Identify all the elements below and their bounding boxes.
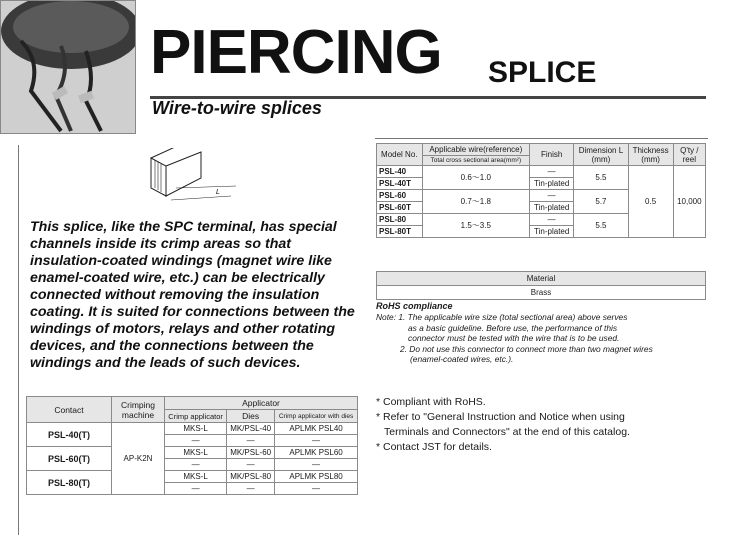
page-title: PIERCING xyxy=(150,18,442,87)
table-row: PSL-80T Tin-plated xyxy=(377,226,706,238)
table-row: PSL-80 1.5〜3.5 — 5.5 xyxy=(377,214,706,226)
material-header: Material xyxy=(377,272,706,286)
table-row: — — — xyxy=(27,483,358,495)
table-row: PSL-60T Tin-plated xyxy=(377,202,706,214)
header-model: Model No. xyxy=(377,144,423,166)
left-divider xyxy=(18,145,19,535)
page-title-suffix: SPLICE xyxy=(488,56,597,89)
header-crimp-applicator: Crimp applicator xyxy=(165,410,227,423)
rohs-notes: Note: 1. The applicable wire size (total sectional area) above serves as a basic guideline. Before use, the performance of this connector must be tested with the wire that is to be used. 2. Do not use this connector to connect more than two magnet wires (enamel-coated wires, etc.). xyxy=(376,312,653,364)
table-row: — — — xyxy=(27,459,358,471)
wire-coil-image xyxy=(1,1,135,133)
header-crimping-machine: Crimping machine xyxy=(112,397,165,423)
table-row: — — — xyxy=(27,435,358,447)
header-wire-sub: Total cross sectional area(mm²) xyxy=(422,156,530,166)
header-dies: Dies xyxy=(227,410,275,423)
material-value: Brass xyxy=(377,286,706,300)
header-applicator: Applicator xyxy=(165,397,358,410)
table-row: PSL-40 0.6〜1.0 — 5.5 0.5 10,000 xyxy=(377,166,706,178)
splice-drawing xyxy=(146,148,246,208)
table-row: PSL-80(T) MKS-L MK/PSL-80 APLMK PSL80 xyxy=(27,471,358,483)
material-table xyxy=(376,271,706,300)
right-top-divider xyxy=(375,138,708,139)
header-qty: Q'ty / reel xyxy=(673,144,705,166)
header-finish: Finish xyxy=(530,144,574,166)
header-thickness: Thickness (mm) xyxy=(628,144,673,166)
dimension-label: L xyxy=(216,189,220,196)
crimping-machine: AP-K2N xyxy=(112,423,165,495)
header-dimension: Dimension L (mm) xyxy=(574,144,628,166)
info-bullets: * Compliant with RoHS. * Refer to "General Instruction and Notice when using Terminals and Connectors" at the end of this catalog. * Contact JST for details. xyxy=(376,396,630,453)
header-with-dies: Crimp applicator with dies xyxy=(275,410,358,423)
table-row: PSL-40(T) AP-K2N MKS-L MK/PSL-40 APLMK PSL40 xyxy=(27,423,358,435)
spec-table xyxy=(376,143,706,238)
table-row: PSL-40T Tin-plated xyxy=(377,178,706,190)
applicator-table xyxy=(26,396,358,495)
table-row: PSL-60 0.7〜1.8 — 5.7 xyxy=(377,190,706,202)
page-subtitle: Wire-to-wire splices xyxy=(152,98,322,118)
product-description: This splice, like the SPC terminal, has special channels inside its crimp areas so that insulation-coated windings (magnet wire like enamel-coated wire, etc.) can be electrically connected without removing the insulation coating. It is suited for connections between the windings of motors, relays and other rotating devices, and the connections between the windings and the leads of such devices. xyxy=(30,219,355,371)
product-photo xyxy=(0,0,136,134)
header-contact: Contact xyxy=(27,397,112,423)
rohs-title: RoHS compliance xyxy=(376,301,453,311)
header-wire: Applicable wire(reference) xyxy=(422,144,530,156)
table-row: PSL-60(T) MKS-L MK/PSL-60 APLMK PSL60 xyxy=(27,447,358,459)
